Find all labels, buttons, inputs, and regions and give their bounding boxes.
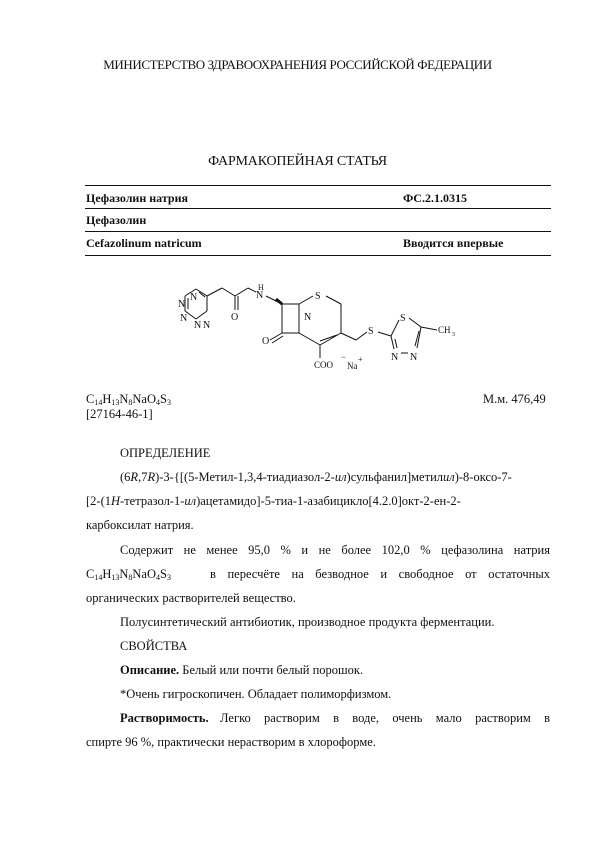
atom-label-n: N — [410, 352, 418, 363]
properties-heading: СВОЙСТВА — [120, 639, 188, 653]
charge-minus: − — [341, 352, 347, 362]
atom-label-n: N — [256, 290, 264, 301]
chemical-name-line-1: (6R,7R)-3-{[(5-Метил-1,3,4-тиадиазол-2-ил)сульфанил]метилил)-8-оксо-7- — [120, 470, 512, 484]
definition-heading: ОПРЕДЕЛЕНИЕ — [120, 446, 211, 460]
atom-label-s: S — [315, 291, 321, 302]
monograph-status: Вводится впервые — [403, 236, 504, 250]
atom-label-na: Na — [347, 361, 358, 371]
structural-formula — [0, 0, 595, 400]
origin-text: Полусинтетический антибиотик, производное продукта ферментации. — [120, 615, 495, 629]
atom-label-n: N — [391, 352, 399, 363]
atom-label-n: N — [203, 320, 211, 331]
atom-label-n: N — [180, 313, 188, 324]
article-title: ФАРМАКОПЕЙНАЯ СТАТЬЯ — [208, 154, 387, 169]
content-line-2-text: в пересчёте на безводное и свободное от остаточных — [210, 567, 550, 581]
atom-label-n: N — [190, 292, 198, 303]
solubility-line-1: Растворимость. Легко растворим в воде, очень мало растворим в — [120, 711, 550, 725]
monograph-latin-name: Cefazolinum natricum — [86, 236, 202, 250]
atom-label-n: N — [304, 312, 312, 323]
content-line-1: Содержит не менее 95,0 % и не более 102,0 % цефазолина натрия — [120, 543, 550, 557]
description-text: Описание. Белый или почти белый порошок. — [120, 663, 364, 677]
molecular-formula: $C_{14}H_{13}N_8NaO_4S_3$ — [86, 392, 171, 407]
atom-label-n: N — [194, 320, 202, 331]
cas-number: [27164-46-1] — [86, 407, 153, 421]
hygroscopic-note: *Очень гигроскопичен. Обладает полиморфизмом. — [120, 687, 392, 701]
atom-label-o: O — [262, 336, 270, 347]
content-formula: $C_{14}H_{13}N_8NaO_4S_3$ — [86, 567, 171, 582]
atom-label-ch3: CH — [438, 325, 451, 335]
molecular-weight: М.м. 476,49 — [483, 392, 546, 406]
atom-label-ch3-subscript: 3 — [452, 332, 455, 338]
atom-label-n: N — [178, 299, 186, 310]
monograph-name-ru: Цефазолин натрия — [86, 191, 188, 205]
charge-plus: + — [358, 355, 363, 364]
atom-label-o: O — [231, 312, 239, 323]
chemical-name-line-2: [2-(1H-тетразол-1-ил)ацетамидо]-5-тиа-1-азабицикло[4.2.0]окт-2-ен-2- — [86, 494, 461, 508]
ministry-header: МИНИСТЕРСТВО ЗДРАВООХРАНЕНИЯ РОССИЙСКОЙ ФЕДЕРАЦИИ — [103, 57, 492, 72]
atom-label-s: S — [368, 326, 374, 337]
atom-label-coo: COO — [314, 360, 334, 370]
monograph-alt-name: Цефазолин — [86, 213, 147, 227]
atom-label-s: S — [400, 313, 406, 324]
content-line-3: органических растворителей вещество. — [86, 591, 296, 605]
chemical-name-line-3: карбоксилат натрия. — [86, 518, 194, 532]
atom-label-h: H — [258, 283, 264, 292]
content-line-2 — [86, 567, 550, 582]
solubility-line-2: спирте 96 %, практически нерастворим в хлороформе. — [86, 735, 376, 749]
monograph-code: ФС.2.1.0315 — [403, 191, 467, 205]
